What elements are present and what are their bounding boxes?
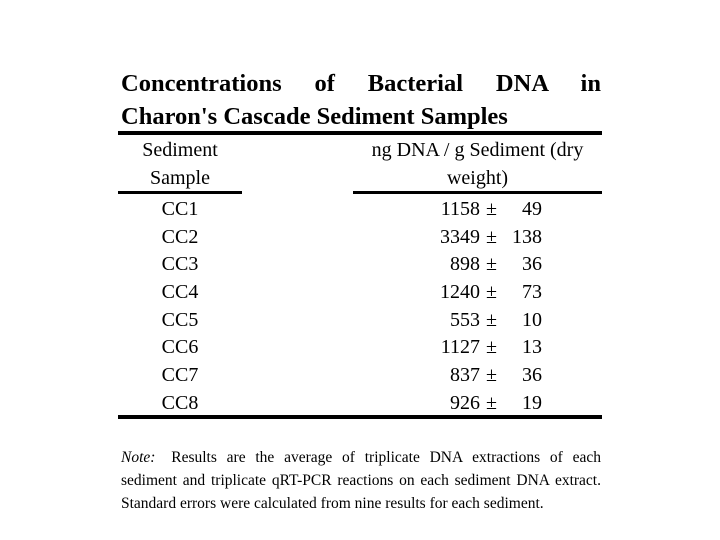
- table-row: [118, 390, 602, 418]
- table-row: [118, 307, 602, 335]
- plus-minus-sign: ±: [486, 225, 497, 248]
- table-title-line-1: Concentrations of Bacterial DNA in: [121, 70, 601, 97]
- table-note: [121, 446, 601, 515]
- table-title-line-2: Charon's Cascade Sediment Samples: [121, 103, 508, 130]
- plus-minus-sign: ±: [486, 364, 497, 387]
- sample-cell: CC3: [161, 253, 199, 276]
- table-row: [118, 362, 602, 390]
- sample-cell: CC5: [161, 308, 199, 331]
- header-rule-concentration: [353, 191, 602, 194]
- error-cell: 36: [522, 364, 542, 387]
- table-row: [118, 251, 602, 279]
- sample-cell: CC2: [161, 225, 199, 248]
- table-title: [121, 67, 601, 133]
- error-cell: 13: [522, 336, 542, 359]
- mean-cell: 837: [450, 364, 480, 387]
- mean-cell: 1158: [440, 198, 480, 220]
- column-header-sample-line-1: Sediment: [142, 139, 218, 161]
- table-body: [118, 196, 602, 418]
- column-header-sample: [118, 136, 242, 192]
- table-row: [118, 224, 602, 252]
- sample-cell: CC7: [161, 364, 199, 387]
- sample-cell: CC1: [161, 198, 199, 220]
- column-header-concentration-line-1: ng DNA / g Sediment (dry: [371, 139, 584, 161]
- column-header-concentration: [353, 136, 602, 192]
- table-row: [118, 334, 602, 362]
- plus-minus-sign: ±: [486, 391, 497, 414]
- error-cell: 49: [522, 198, 542, 220]
- sample-cell: CC4: [161, 281, 199, 304]
- error-cell: 36: [522, 253, 542, 276]
- table-row: [118, 279, 602, 307]
- error-cell: 19: [522, 391, 542, 414]
- sample-cell: CC8: [161, 391, 199, 414]
- mean-cell: 553: [450, 308, 480, 331]
- mean-cell: 3349: [440, 225, 480, 248]
- error-cell: 10: [522, 308, 542, 331]
- bottom-rule: [118, 415, 602, 419]
- header-rule-sample: [118, 191, 242, 194]
- error-cell: 73: [522, 281, 542, 304]
- note-label: Note:: [121, 449, 156, 466]
- column-header-sample-line-2: Sample: [150, 167, 210, 189]
- plus-minus-sign: ±: [486, 281, 497, 304]
- table-row: [118, 196, 602, 224]
- sample-cell: CC6: [161, 336, 199, 359]
- column-header-concentration-line-2: weight): [446, 167, 509, 189]
- mean-cell: 926: [450, 391, 480, 414]
- error-cell: 138: [512, 225, 542, 248]
- note-text: Results are the average of triplicate DNA extractions of each sediment and triplicate qRT-PCR reactions on each sediment DNA extract. Standard errors were calculated from nine results for each sediment.: [121, 449, 601, 512]
- plus-minus-sign: ±: [486, 253, 497, 276]
- plus-minus-sign: ±: [486, 308, 497, 331]
- mean-cell: 1127: [440, 336, 480, 359]
- top-rule: [118, 131, 602, 135]
- mean-cell: 1240: [440, 281, 480, 304]
- plus-minus-sign: ±: [486, 336, 497, 359]
- mean-cell: 898: [450, 253, 480, 276]
- plus-minus-sign: ±: [486, 198, 497, 220]
